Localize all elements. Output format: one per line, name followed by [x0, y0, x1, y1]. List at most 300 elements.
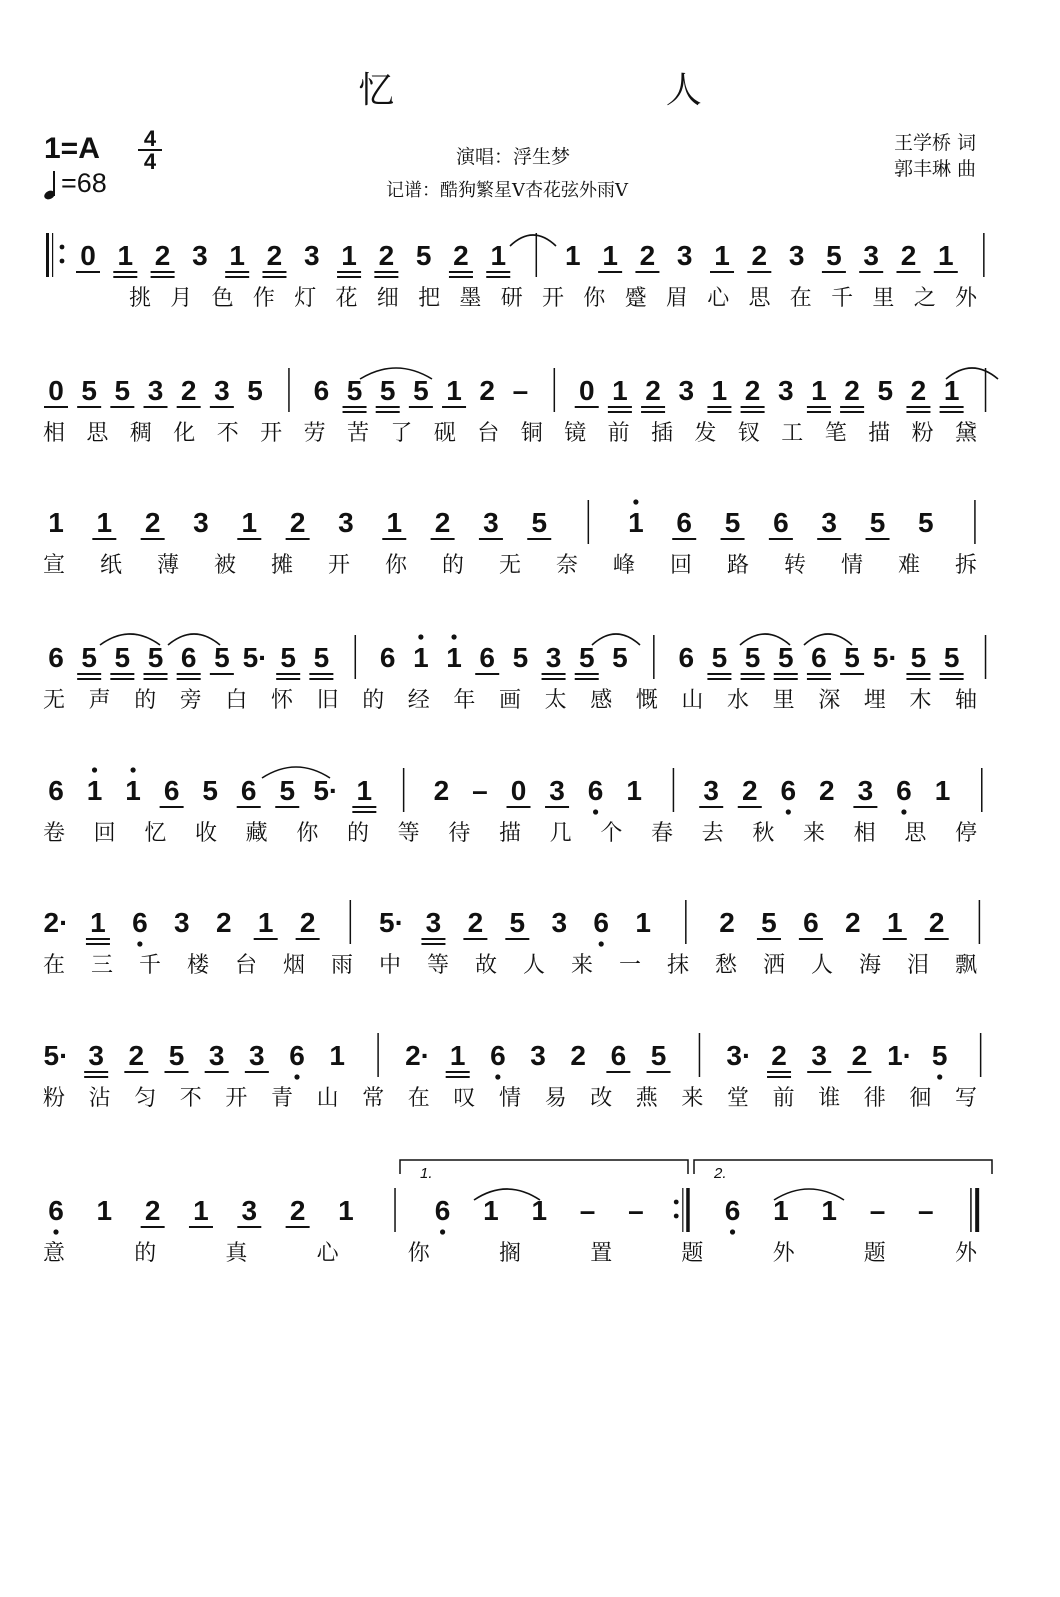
lyric-character: 匀 [134, 1086, 157, 1111]
note: 6 [490, 1040, 506, 1071]
note: 3 [788, 240, 805, 271]
lyric-character: 山 [316, 1086, 339, 1111]
note: 5· [379, 907, 404, 938]
volta-label-first: 1. [420, 1165, 433, 1182]
lyric-character: 不 [216, 421, 239, 446]
underline-beam [807, 673, 831, 675]
underline-beam [774, 673, 798, 675]
underline-beam [110, 673, 134, 675]
underline-beam [77, 678, 101, 680]
note: 2 [289, 507, 306, 538]
note: 2· [405, 1040, 430, 1071]
underline-beam [77, 406, 101, 408]
underline-beam [382, 538, 406, 540]
high-octave-dot [92, 767, 97, 772]
note: 6 [434, 1195, 451, 1226]
note: 2 [433, 775, 450, 806]
note: 6 [676, 507, 693, 538]
lyric-character: 无 [42, 688, 66, 713]
high-octave-dot [418, 634, 423, 639]
note: 2 [453, 240, 469, 271]
lyric-character: 路 [726, 553, 750, 578]
underline-beam [721, 538, 745, 540]
time-signature-numerator: 4 [138, 128, 162, 151]
underline-beam [84, 1076, 108, 1078]
note: 6 [48, 642, 64, 673]
note: 3 [192, 240, 208, 271]
note: 3 [821, 507, 837, 538]
underline-beam [940, 411, 964, 413]
underline-beam [113, 271, 137, 273]
note: 1 [117, 240, 134, 271]
note: 2 [744, 375, 761, 406]
low-octave-dot [495, 1074, 500, 1079]
underline-beam [421, 943, 445, 945]
note: 1 [446, 375, 462, 406]
lyric-character: 思 [748, 286, 771, 311]
underline-beam [840, 673, 864, 675]
note: 5 [413, 375, 429, 406]
underline-beam [225, 276, 249, 278]
underline-beam [710, 271, 734, 273]
note: 5 [81, 375, 97, 406]
underline-beam [507, 806, 531, 808]
lyric-character: 台 [234, 953, 258, 978]
composer-credit: 郭丰琳 曲 [894, 158, 977, 180]
underline-beam [672, 538, 696, 540]
lyric-character: 描 [868, 421, 891, 446]
lyric-character: 挑 [128, 286, 152, 311]
note: 1 [821, 1195, 837, 1226]
note: 3 [425, 907, 442, 938]
barline [377, 1033, 379, 1077]
note: 6 [48, 775, 64, 806]
lyric-character: 年 [453, 688, 476, 713]
underline-beam [767, 1076, 791, 1078]
underline-beam [906, 406, 930, 408]
lyric-character: 开 [541, 286, 565, 311]
underline-beam [124, 1071, 148, 1073]
lyric-character: 木 [909, 688, 932, 713]
lyric-character: 思 [904, 821, 927, 846]
lyric-character: 感 [590, 688, 613, 713]
lyric-character: 钗 [737, 421, 760, 446]
note: 6 [773, 507, 789, 538]
note: 5 [826, 240, 842, 271]
lyric-character: 来 [802, 821, 826, 846]
underline-beam [542, 678, 566, 680]
key-signature: 1=A [44, 132, 100, 165]
note: 2 [771, 1040, 787, 1071]
underline-beam [177, 406, 201, 408]
underline-beam [774, 678, 798, 680]
underline-beam [86, 943, 110, 945]
repeat-dot [674, 1200, 679, 1205]
repeat-dot [60, 245, 65, 250]
underline-beam [699, 806, 723, 808]
note: 3 [549, 775, 565, 806]
lyric-character: 易 [544, 1086, 567, 1111]
underline-beam [747, 271, 771, 273]
lyric-character: 你 [583, 286, 606, 311]
note: 1 [125, 775, 141, 806]
volta-bracket-first [400, 1160, 688, 1174]
underline-beam [442, 406, 466, 408]
note: 0 [578, 375, 595, 406]
lyric-character: 发 [694, 421, 717, 446]
underline-beam [151, 276, 175, 278]
note: 1 [257, 907, 274, 938]
note: 3 [147, 375, 164, 406]
underline-beam [177, 678, 201, 680]
note: 5 [114, 375, 131, 406]
underline-beam [545, 806, 569, 808]
lyric-character: 沾 [88, 1086, 111, 1111]
lyric-character: 眉 [665, 286, 688, 311]
note: 3 [811, 1040, 827, 1071]
underline-beam [606, 1071, 630, 1073]
lyric-character: 人 [522, 953, 546, 978]
note: 1 [711, 375, 728, 406]
note: 1 [943, 375, 960, 406]
note: 6 [593, 907, 609, 938]
underline-beam [906, 411, 930, 413]
note: 5 [512, 642, 529, 673]
underline-beam [92, 538, 116, 540]
note: 3 [88, 1040, 104, 1071]
lyric-character: 太 [544, 688, 567, 713]
underline-beam [817, 538, 841, 540]
note: 3 [193, 507, 209, 538]
note: 1 [773, 1195, 789, 1226]
underline-beam [840, 406, 864, 408]
underline-beam [296, 938, 320, 940]
underline-beam [641, 406, 665, 408]
underline-beam [575, 673, 599, 675]
note: 1 [48, 507, 64, 538]
underline-beam [286, 1226, 310, 1228]
note: 6 [587, 775, 604, 806]
note: 2 [378, 240, 395, 271]
note: 5 [910, 642, 927, 673]
low-octave-dot [294, 1074, 299, 1079]
lyric-character: 蹙 [624, 286, 647, 311]
underline-beam [635, 271, 659, 273]
lyric-character: 藏 [245, 821, 268, 846]
lyric-character: 插 [650, 421, 674, 446]
lyric-character: 灯 [294, 286, 317, 311]
note: 5 [724, 507, 741, 538]
note: 1 [612, 375, 628, 406]
note: 1 [86, 775, 103, 806]
note: 1 [811, 375, 827, 406]
lyric-character: 三 [90, 953, 114, 978]
lyric-character: 峰 [612, 553, 636, 578]
note: 1 [96, 507, 113, 538]
lyric-character: 奈 [555, 553, 579, 578]
lyric-character: 外 [954, 1241, 978, 1266]
note: 2 [645, 375, 661, 406]
underline-beam [110, 678, 134, 680]
note: 3 [703, 775, 720, 806]
volta-bracket-second [694, 1160, 992, 1174]
note: 2 [741, 775, 758, 806]
note: 5 [214, 642, 230, 673]
lyric-character: 回 [669, 553, 693, 578]
barline [981, 768, 983, 812]
underline-beam [189, 1226, 213, 1228]
underline-beam [647, 1071, 671, 1073]
underline-beam [475, 673, 499, 675]
underline-beam [409, 406, 433, 408]
underline-beam [807, 1071, 831, 1073]
lyric-character: 花 [335, 286, 358, 311]
lyric-character: 你 [384, 553, 408, 578]
lyric-character: 的 [346, 821, 370, 846]
underline-beam [160, 806, 184, 808]
note: 5 [650, 1040, 667, 1071]
low-octave-dot [599, 941, 604, 946]
slur-arc [510, 235, 556, 246]
note: 5 [313, 642, 330, 673]
note: 1 [635, 907, 651, 938]
lyric-character: 一 [618, 953, 642, 978]
underline-beam [542, 673, 566, 675]
underline-beam [883, 938, 907, 940]
underline-beam [144, 406, 168, 408]
note: 1 [934, 775, 951, 806]
note: 1 [193, 1195, 209, 1226]
underline-beam [859, 271, 883, 273]
underline-beam [486, 271, 510, 273]
underline-beam [262, 276, 286, 278]
note: 6 [479, 642, 496, 673]
note: 2 [928, 907, 945, 938]
repeat-dot [674, 1214, 679, 1219]
lyric-character: 燕 [635, 1086, 658, 1111]
lyric-character: 把 [418, 286, 441, 311]
underline-beam [822, 271, 846, 273]
lyric-character: 你 [296, 821, 319, 846]
lyric-character: 难 [897, 553, 921, 578]
lyric-character: 卷 [42, 821, 66, 846]
barline [699, 1033, 701, 1077]
lyric-character: 不 [179, 1086, 202, 1111]
high-octave-dot [130, 767, 135, 772]
underline-beam [352, 811, 376, 813]
note: 5 [612, 642, 628, 673]
barline [588, 500, 590, 544]
note: 3 [483, 507, 499, 538]
lyric-character: 等 [397, 821, 420, 846]
lyric-character: 声 [88, 688, 111, 713]
underline-beam [608, 406, 632, 408]
note: 2 [751, 240, 768, 271]
lyric-character: 怀 [270, 688, 294, 713]
lyric-character: 搁 [498, 1241, 522, 1266]
underline-beam [707, 411, 731, 413]
high-octave-dot [451, 634, 456, 639]
underline-beam [110, 406, 134, 408]
underline-beam [262, 271, 286, 273]
lyric-character: 人 [810, 953, 834, 978]
transcriber-credit: 记谱：酷狗繁星V杏花弦外雨V [386, 180, 628, 201]
underline-beam [225, 271, 249, 273]
underline-beam [906, 678, 930, 680]
underline-beam [847, 1071, 871, 1073]
note: 3 [777, 375, 794, 406]
note: 5 [918, 507, 934, 538]
lyric-character: 山 [681, 688, 704, 713]
note: 5· [313, 775, 339, 806]
note: 1 [356, 775, 373, 806]
note: 3 [678, 375, 695, 406]
lyric-character: 之 [913, 286, 936, 311]
note: 2 [639, 240, 656, 271]
lyric-character: 粉 [42, 1086, 66, 1111]
lyric-character: 拆 [954, 553, 978, 578]
underline-beam [575, 678, 599, 680]
underline-beam [177, 673, 201, 675]
barline [985, 368, 987, 412]
note: 1 [338, 1195, 354, 1226]
underline-beam [757, 938, 781, 940]
lyric-character: 黛 [954, 421, 978, 446]
lyric-character: 的 [134, 1241, 157, 1266]
lyric-character: 改 [590, 1086, 613, 1111]
note: – [918, 1195, 934, 1226]
note: 1 [90, 907, 106, 938]
note: 6 [240, 775, 257, 806]
barline [355, 635, 357, 679]
underline-beam [343, 406, 367, 408]
lyric-character: 烟 [282, 953, 306, 978]
note: 5 [777, 642, 794, 673]
note: 1 [531, 1195, 548, 1226]
lyric-character: 纸 [99, 553, 123, 578]
note: 2 [900, 240, 917, 271]
repeat-end-thin-bar [682, 1188, 683, 1232]
lyric-character: 相 [42, 421, 66, 446]
note: 1 [626, 775, 642, 806]
lyric-character: 愁 [714, 953, 738, 978]
barline [985, 635, 987, 679]
note: 2 [719, 907, 735, 938]
underline-beam [707, 673, 731, 675]
lyric-character: 在 [789, 286, 812, 311]
note: 5· [872, 642, 898, 673]
lyric-character: 镜 [564, 421, 587, 446]
note: 6 [180, 642, 197, 673]
lyric-character: 苦 [346, 421, 370, 446]
underline-beam [205, 1071, 229, 1073]
note: 2 [144, 507, 161, 538]
note: 5 [379, 375, 396, 406]
lyric-character: 停 [954, 821, 978, 846]
lyric-character: 埋 [863, 688, 886, 713]
underline-beam [840, 411, 864, 413]
lyric-character: 工 [781, 421, 804, 446]
underline-beam [741, 673, 765, 675]
lyric-character: 粉 [911, 421, 934, 446]
lyric-character: 的 [134, 688, 157, 713]
lyric-character: 雨 [330, 953, 354, 978]
note: 2 [144, 1195, 161, 1226]
underline-beam [254, 938, 278, 940]
lyric-character: 忆 [144, 821, 167, 846]
note: 5 [869, 507, 886, 538]
barline [536, 233, 538, 277]
note: 1 [413, 642, 429, 673]
note: 6 [163, 775, 180, 806]
underline-beam [165, 1071, 189, 1073]
underline-beam [598, 271, 622, 273]
underline-beam [463, 938, 487, 940]
final-barline-thick [975, 1188, 979, 1232]
note: 3 [676, 240, 693, 271]
note: 3 [249, 1040, 265, 1071]
note: 5 [147, 642, 164, 673]
lyric-character: 稠 [129, 421, 152, 446]
lyric-character: 谁 [818, 1086, 841, 1111]
note: 2 [844, 375, 860, 406]
underline-beam [934, 271, 958, 273]
note: 3 [338, 507, 354, 538]
high-octave-dot [633, 499, 638, 504]
lyric-character: 墨 [459, 286, 482, 311]
underline-beam [76, 271, 100, 273]
underline-beam [141, 538, 165, 540]
lyric-character: 无 [498, 553, 522, 578]
underline-beam [276, 673, 300, 675]
lyric-character: 飘 [954, 953, 978, 978]
low-octave-dot [901, 809, 906, 814]
note: 5 [346, 375, 363, 406]
underline-beam [210, 406, 234, 408]
volta-label-second: 2. [714, 1165, 727, 1182]
note: 2 [128, 1040, 145, 1071]
low-octave-dot [593, 809, 598, 814]
note: 1 [449, 1040, 466, 1071]
underline-beam [237, 538, 261, 540]
repeat-start-thick-bar [46, 233, 49, 277]
underline-beam [84, 1071, 108, 1073]
lyric-character: 在 [407, 1086, 430, 1111]
note: 2 [154, 240, 171, 271]
underline-beam [210, 673, 234, 675]
barline [394, 1188, 396, 1232]
lyric-character: 心 [707, 286, 730, 311]
underline-beam [86, 938, 110, 940]
barline [554, 368, 556, 412]
note: 1· [887, 1040, 912, 1071]
underline-beam [807, 406, 831, 408]
note: 2 [845, 907, 861, 938]
repeat-start-thin-bar [52, 233, 53, 277]
lyric-character: 慨 [635, 688, 658, 713]
lyric-character: 待 [448, 821, 471, 846]
lyric-character: 思 [86, 421, 109, 446]
lyric-character: 去 [701, 821, 724, 846]
low-octave-dot [730, 1229, 735, 1234]
note: 5 [279, 775, 296, 806]
underline-beam [337, 276, 361, 278]
barline [653, 635, 655, 679]
lyric-character: 砚 [433, 421, 456, 446]
underline-beam [707, 678, 731, 680]
lyric-character: 了 [390, 421, 413, 446]
note: 5 [943, 642, 960, 673]
